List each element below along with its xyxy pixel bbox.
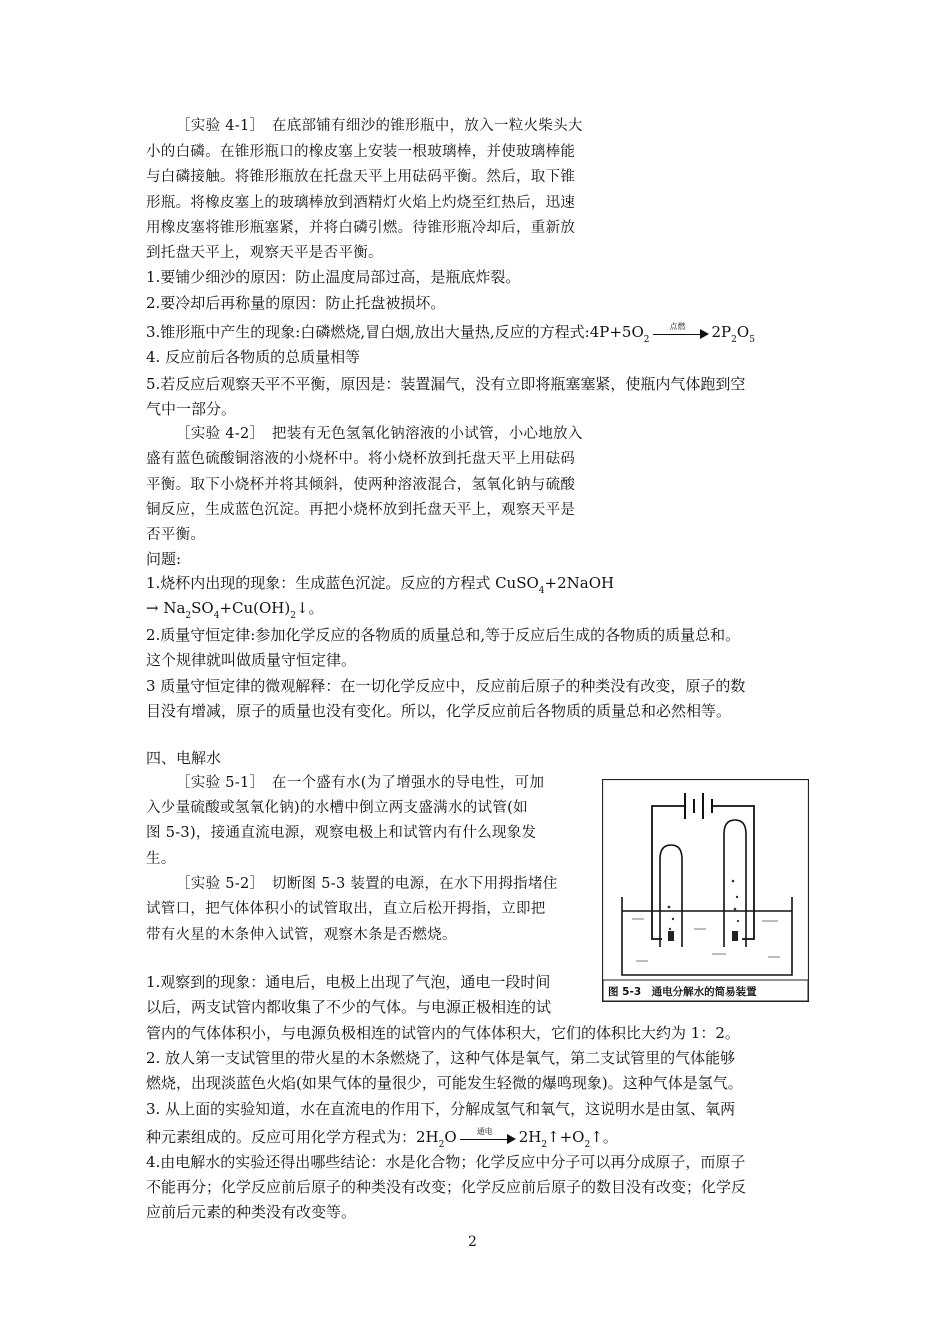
answer2-line2: 燃烧，出现淡蓝色火焰(如果气体的量很少，可能发生轻微的爆鸣现象)。这种气体是氢气。 (146, 1074, 743, 1092)
exp42-line5: 否平衡。 (146, 527, 206, 543)
q42-item1-line2: → $Na_2SO_4+Cu(OH)_2↓$。 (146, 599, 324, 621)
answer4-line2: 不能再分；化学反应前后原子的种类没有改变；化学反应前后原子的数目没有改变；化学反 (146, 1178, 747, 1196)
q41-item2: 2.要冷却后再称量的原因：防止托盘被损坏。 (146, 294, 446, 312)
electrolysis-diagram (602, 779, 809, 1002)
exp52-line3: 带有火星的木条伸入试管，观察木条是否燃烧。 (146, 927, 457, 943)
q41-item5-line2: 气中一部分。 (146, 400, 237, 418)
exp52-line2: 试管口，把气体体积小的试管取出，直立后松开拇指，立即把 (146, 901, 546, 917)
page-number: 2 (468, 1234, 477, 1250)
reaction-arrow-ignite: 点燃 (653, 325, 709, 339)
q42-item3-line1: 3 质量守恒定律的微观解释：在一切化学反应中，反应前后原子的种类没有改变，原子的数 (146, 677, 746, 695)
q41-item5-line1: 5.若反应后观察天平不平衡，原因是：装置漏气，没有立即将瓶塞塞紧，使瓶内气体跑到空 (146, 375, 746, 393)
exp42-line2: 盛有蓝色硫酸铜溶液的小烧杯中。将小烧杯放到托盘天平上用砝码 (146, 451, 576, 467)
exp42-line3: 平衡。取下小烧杯并将其倾斜，使两种溶液混合，氢氧化钠与硫酸 (146, 477, 576, 493)
exp51-line4: 生。 (146, 851, 176, 867)
q42-item1-line1: 1.烧杯内出现的现象：生成蓝色沉淀。反应的方程式 CuSO$_4$+2NaOH (146, 574, 615, 596)
figure-electrolysis-apparatus (602, 779, 809, 1002)
answer1-line1: 1.观察到的现象：通电后，电极上出现了气泡，通电一段时间 (146, 973, 551, 991)
exp41-line5: 用橡皮塞将锥形瓶塞紧，并将白磷引燃。待锥形瓶冷却后，重新放 (146, 220, 576, 236)
q41-item1: 1.要铺少细沙的原因：防止温度局部过高，是瓶底炸裂。 (146, 268, 521, 286)
q42-item2-line2: 这个规律就叫做质量守恒定律。 (146, 651, 357, 669)
answer2-line1: 2. 放人第一支试管里的带火星的木条燃烧了，这种气体是氧气，第二支试管里的气体能够 (146, 1049, 736, 1067)
figure-caption: 图 5-3 通电分解水的简易装置 (608, 986, 757, 998)
q42-item2-line1: 2.质量守恒定律:参加化学反应的各物质的质量总和,等于反应后生成的各物质的质量总和。 (146, 626, 741, 644)
exp41-line1: ［实验 4-1］ 在底部铺有细沙的锥形瓶中，放入一粒火柴头大 (176, 118, 583, 134)
exp51-line1: ［实验 5-1］ 在一个盛有水(为了增强水的导电性，可加 (176, 775, 545, 791)
exp41-line2: 小的白磷。在锥形瓶口的橡皮塞上安装一根玻璃棒，并使玻璃棒能 (146, 144, 576, 160)
q41-item3: 3.锥形瓶中产生的现象:白磷燃烧,冒白烟,放出大量热,反应的方程式$:4P+5O_2$ 点燃 $2P_2O_5$ (146, 322, 755, 345)
answer3-line2: 种元素组成的。反应可用化学方程式为：$2H_2O$ 通电 $2H_2↑+O_2↑$。 (146, 1127, 618, 1150)
answer4-line3: 应前后元素的种类没有改变等。 (146, 1203, 357, 1221)
exp52-line1: ［实验 5-2］ 切断图 5-3 装置的电源，在水下用拇指堵住 (176, 876, 558, 892)
answer4-line1: 4.由电解水的实验还得出哪些结论：水是化合物；化学反应中分子可以再分成原子，而原子 (146, 1153, 746, 1171)
exp42-line1: ［实验 4-2］ 把装有无色氢氧化钠溶液的小试管，小心地放入 (176, 426, 583, 442)
q42-item3-line2: 目没有增减，原子的质量也没有变化。所以，化学反应前后各物质的质量总和必然相等。 (146, 702, 732, 720)
exp41-line6: 到托盘天平上，观察天平是否平衡。 (146, 245, 383, 261)
exp51-line3: 图 5-3)，接通直流电源，观察电极上和试管内有什么现象发 (146, 825, 537, 841)
exp41-line4: 形瓶。将橡皮塞上的玻璃棒放到酒精灯火焰上灼烧至红热后，迅速 (146, 195, 576, 211)
answer3-line1: 3. 从上面的实验知道，水在直流电的作用下，分解成氢气和氧气，这说明水是由氢、氧两 (146, 1100, 736, 1118)
answer1-line3: 管内的气体体积小，与电源负极相连的试管内的气体体积大，它们的体积比大约为 1：2。 (146, 1024, 740, 1042)
q42-title: 问题: (146, 550, 182, 568)
exp41-line3: 与白磷接触。将锥形瓶放在托盘天平上用砝码平衡。然后，取下锥 (146, 169, 576, 185)
reaction-arrow-electrify: 通电 (460, 1130, 516, 1144)
answer1-line2: 以后，两支试管内都收集了不少的气体。与电源正极相连的试 (146, 998, 552, 1016)
q41-item4: 4. 反应前后各物质的总质量相等 (146, 348, 361, 366)
exp42-line4: 铜反应，生成蓝色沉淀。再把小烧杯放到托盘天平上，观察天平是 (146, 502, 576, 518)
exp51-line2: 入少量硫酸或氢氧化钠)的水槽中倒立两支盛满水的试管(如 (146, 800, 528, 816)
section-heading: 四、电解水 (146, 749, 222, 767)
